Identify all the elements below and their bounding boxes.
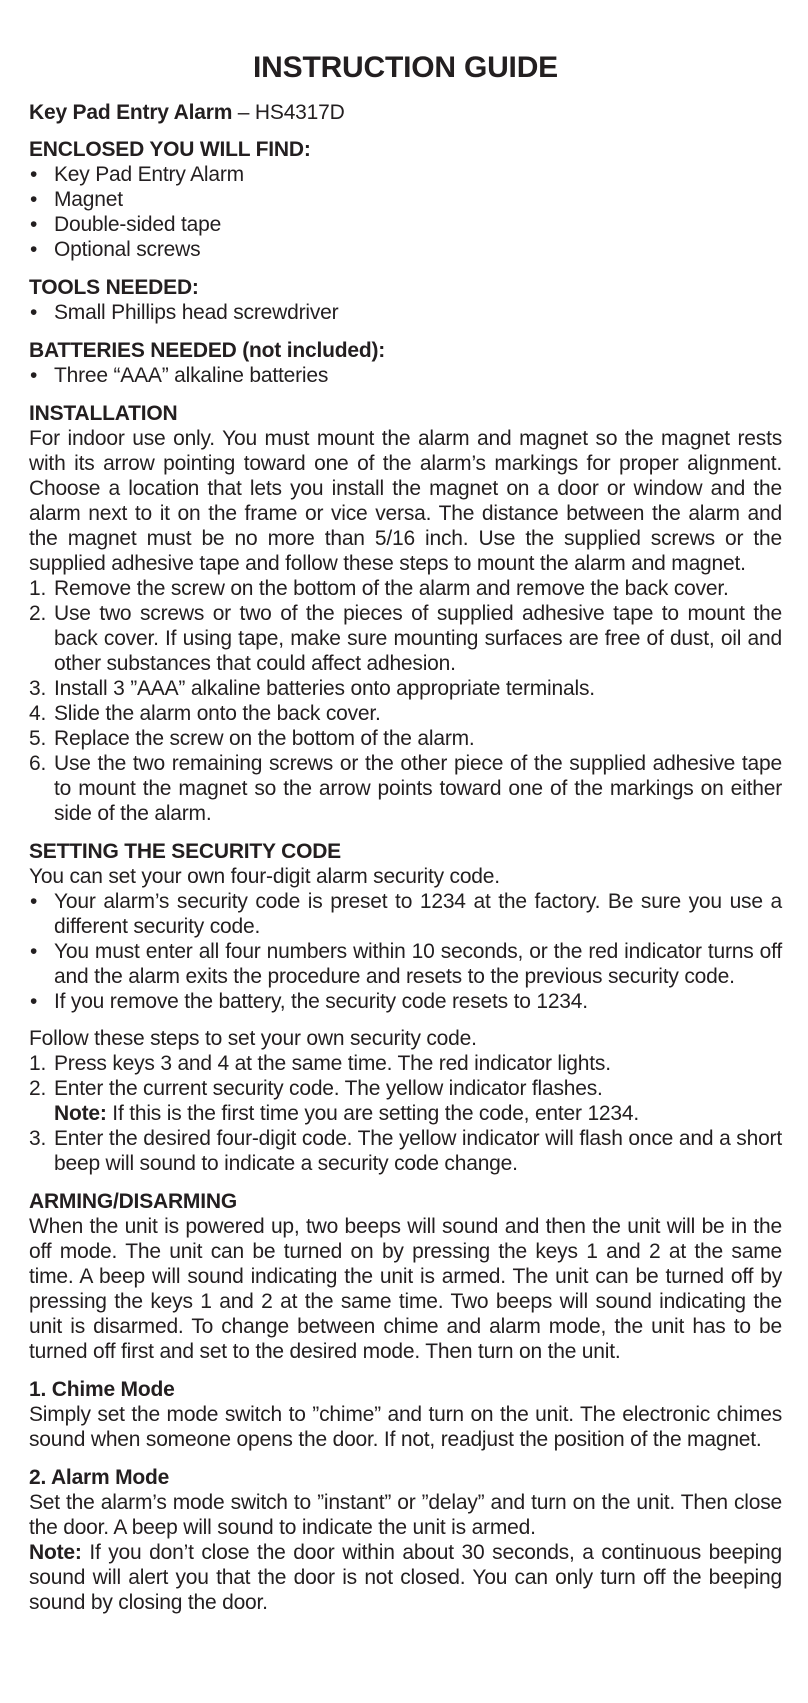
list-item: • Your alarm’s security code is preset to 1234 at the factory. Be sure you use a different security code. [29,889,782,939]
step-number: 1. [29,1052,47,1075]
list-item: • Three “AAA” alkaline batteries [29,363,782,388]
list-item: • Optional screws [29,237,782,262]
step-text: Use the two remaining screws or the other piece of the supplied adhesive tape to mount the magnet so the arrow points toward one of the markings on either side of the alarm. [54,752,782,825]
list-item: • Key Pad Entry Alarm [29,162,782,187]
tools-heading: TOOLS NEEDED: [29,276,199,299]
security-steps [29,1051,782,1176]
step-text: Remove the screw on the bottom of the alarm and remove the back cover. [54,577,729,600]
tools-section [29,275,782,325]
list-item: • Double-sided tape [29,212,782,237]
step-text: Slide the alarm onto the back cover. [54,702,381,725]
list-item: • If you remove the battery, the security code resets to 1234. [29,989,782,1014]
step-text: Use two screws or two of the pieces of supplied adhesive tape to mount the back cover. If using tape, make sure mounting surfaces are free of dust, oil and other substances that could affect adhesion. [54,602,782,675]
tools-list [29,300,782,325]
batteries-heading: BATTERIES NEEDED (not included): [29,339,386,362]
list-item [29,601,782,676]
arming-heading: ARMING/DISARMING [29,1190,237,1213]
step-number: 2. [29,1077,47,1100]
list-item: • Magnet [29,187,782,212]
alarm-note [29,1540,782,1615]
page-title: INSTRUCTION GUIDE [253,51,558,84]
security-section [29,839,782,1176]
list-item: • You must enter all four numbers within 10 seconds, or the red indicator turns off and the alarm exits the procedure and resets to the previous security code. [29,939,782,989]
note-label: Note: [54,1102,107,1125]
batteries-list [29,363,782,388]
note-text: If you don’t close the door within about 30 seconds, a continuous beeping sound will alert you that the door is not closed. You can only turn off the beeping sound by closing the door. [29,1541,782,1614]
step-number: 4. [29,702,47,725]
list-item [29,751,782,826]
arming-section [29,1189,782,1364]
product-name: Key Pad Entry Alarm [29,101,233,124]
list-item [29,701,782,726]
chime-section [29,1377,782,1452]
step-text: Install 3 ”AAA” alkaline batteries onto appropriate terminals. [54,677,595,700]
security-intro: You can set your own four-digit alarm security code. [29,865,500,888]
step-number: 3. [29,1127,47,1150]
list-item [29,1076,782,1126]
list-item [29,576,782,601]
chime-heading: 1. Chime Mode [29,1378,175,1401]
step-number: 3. [29,677,47,700]
spacer [29,1014,782,1026]
security-steps-intro: Follow these steps to set your own security code. [29,1027,477,1050]
installation-intro: For indoor use only. You must mount the alarm and magnet so the magnet rests with its arrow pointing toward one of the alarm’s markings for proper alignment. Choose a location that lets you install the magnet on a door or window and the alarm next to it on the frame or vice versa. The distance between the alarm and the magnet must be no more than 5/16 inch. Use the supplied screws or the supplied adhesive tape and follow these steps to mount the alarm and magnet. [29,427,782,575]
security-bullets [29,889,782,1014]
product-separator: – [232,101,255,124]
list-item: • Small Phillips head screwdriver [29,300,782,325]
alarm-heading: 2. Alarm Mode [29,1466,170,1489]
list-item [29,1051,782,1076]
step-number: 5. [29,727,47,750]
step-number: 1. [29,577,47,600]
batteries-section [29,338,782,388]
security-heading: SETTING THE SECURITY CODE [29,840,341,863]
installation-steps [29,576,782,826]
installation-heading: INSTALLATION [29,402,178,425]
product-model: HS4317D [254,101,345,124]
product-line [29,100,782,125]
step-number: 6. [29,752,47,775]
list-item [29,676,782,701]
chime-text: Simply set the mode switch to ”chime” and turn on the unit. The electronic chimes sound when someone opens the door. If not, readjust the position of the magnet. [29,1403,782,1451]
enclosed-heading: ENCLOSED YOU WILL FIND: [29,138,311,161]
step-text: Enter the desired four-digit code. The yellow indicator will flash once and a short beep will sound to indicate a security code change. [54,1127,782,1175]
note-label: Note: [29,1541,82,1564]
enclosed-section [29,137,782,262]
enclosed-list [29,162,782,262]
step-text: Enter the current security code. The yellow indicator flashes. [54,1077,603,1100]
note-text: If this is the first time you are setting the code, enter 1234. [106,1102,639,1125]
list-item [29,726,782,751]
arming-text: When the unit is powered up, two beeps will sound and then the unit will be in the off mode. The unit can be turned on by pressing the keys 1 and 2 at the same time. A beep will sound indicating the unit is armed. The unit can be turned off by pressing the keys 1 and 2 at the same time. Two beeps will sound indicating the unit is disarmed. To change between chime and alarm mode, the unit has to be turned off first and set to the desired mode. Then turn on the unit. [29,1215,782,1363]
list-item [29,1126,782,1176]
step-text: Press keys 3 and 4 at the same time. The red indicator lights. [54,1052,611,1075]
step-text: Replace the screw on the bottom of the alarm. [54,727,475,750]
step-number: 2. [29,602,47,625]
installation-section [29,401,782,826]
alarm-section [29,1465,782,1615]
alarm-text: Set the alarm’s mode switch to ”instant” or ”delay” and turn on the unit. Then close the door. A beep will sound to indicate the unit is armed. [29,1491,782,1539]
